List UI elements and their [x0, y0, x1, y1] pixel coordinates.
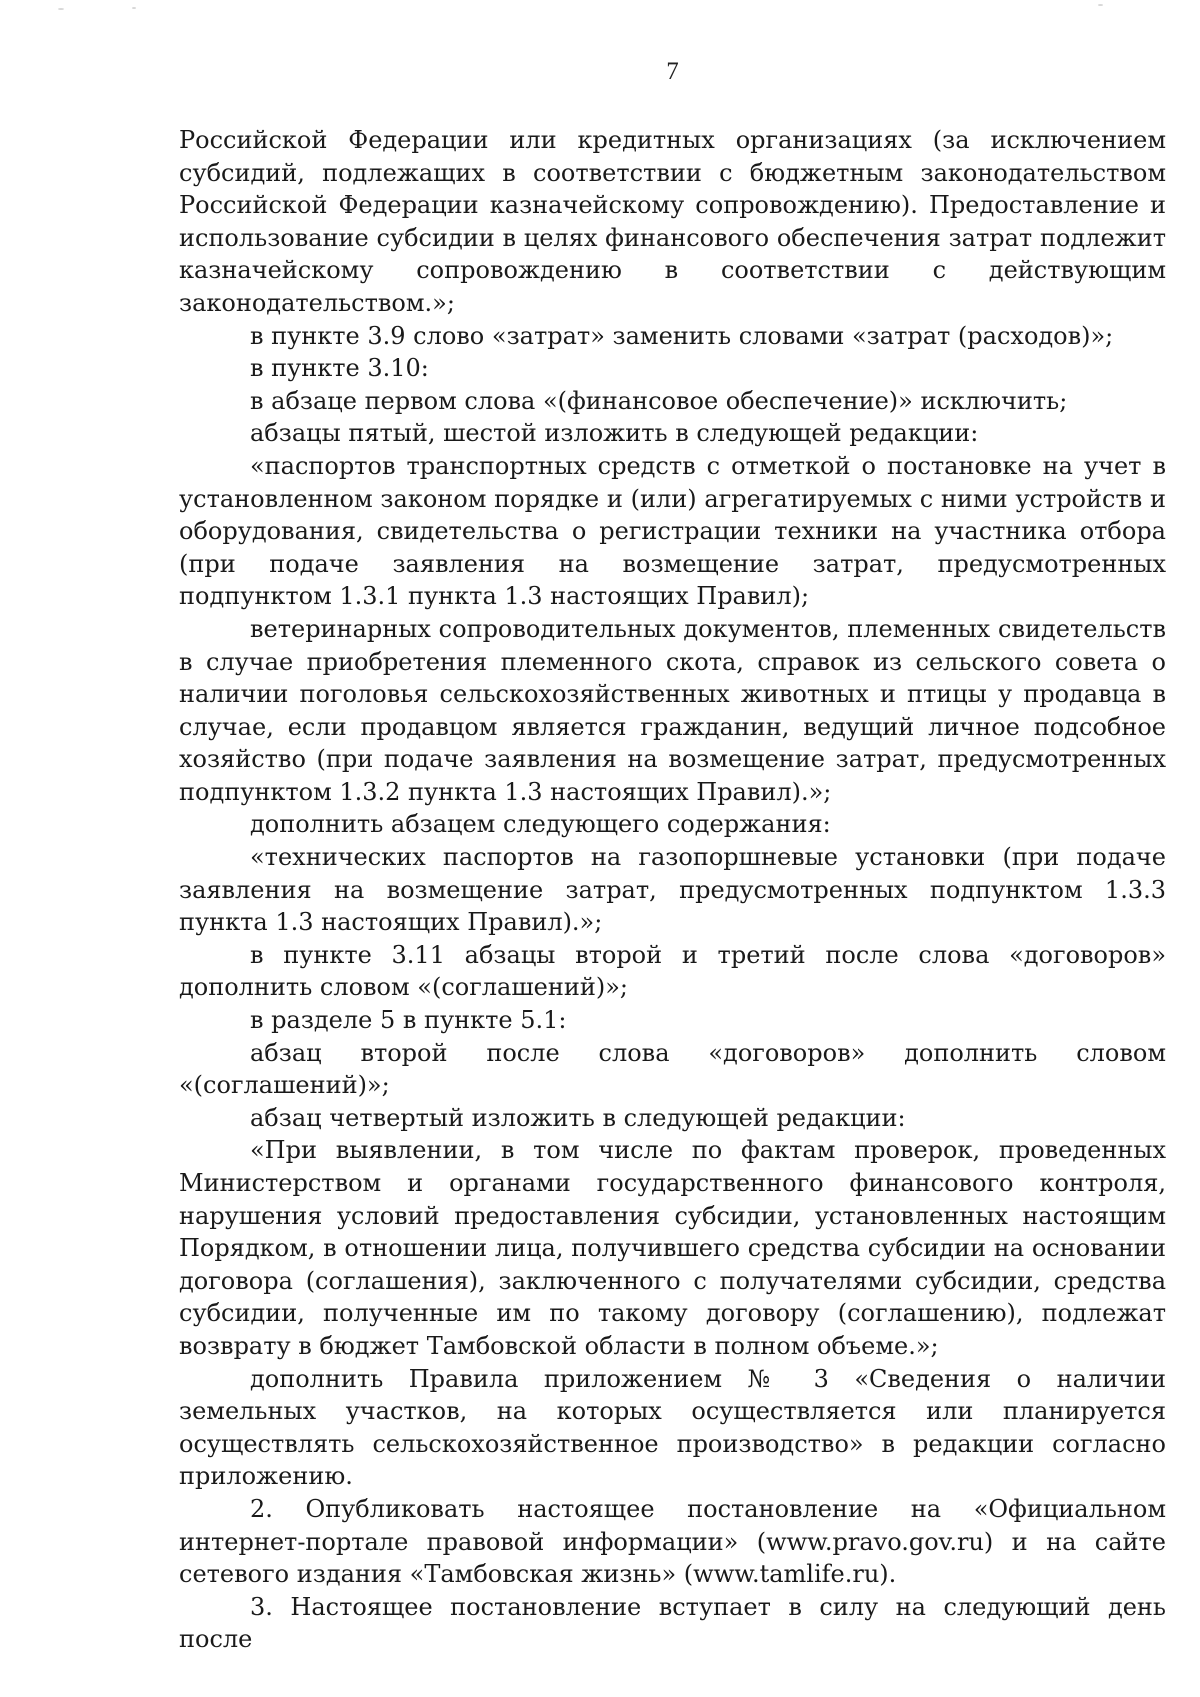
paragraph: дополнить абзацем следующего содержания: [250, 810, 831, 839]
paragraph: абзац второй после слова «договоров» дополнить словом «(соглашений)»; [179, 1038, 1166, 1100]
page-number: 7 [666, 58, 679, 85]
paragraph: «При выявлении, в том числе по фактам проверок, проведенных Министерством и органами государственного финансового контроля, нарушения условий предоставления субсидии, установленных настоящим Порядком, в отношении лица, получившего средства субсидии на основании договора (соглашения), заключенного с получателями субсидии, средства субсидии, полученные им по такому договору (соглашению), подлежат возврату в бюджет Тамбовской области в полном объеме.»; [179, 1136, 1166, 1360]
scan-speck [1098, 4, 1103, 6]
paragraph: в разделе 5 в пункте 5.1: [250, 1006, 567, 1035]
document-body [179, 124, 1166, 1656]
paragraph: абзацы пятый, шестой изложить в следующей редакции: [250, 419, 979, 448]
scan-speck [58, 8, 64, 10]
paragraph: абзац четвертый изложить в следующей редакции: [250, 1103, 906, 1132]
paragraph: в пункте 3.11 абзацы второй и третий после слова «договоров» дополнить словом «(соглашений)»; [179, 940, 1166, 1002]
paragraph: в пункте 3.10: [250, 354, 429, 383]
paragraph: ветеринарных сопроводительных документов, племенных свидетельств в случае приобретения племенного скота, справок из сельского совета о наличии поголовья сельскохозяйственных животных и птицы у продавца в случае, если продавцом является гражданин, ведущий личное подсобное хозяйство (при подаче заявления на возмещение затрат, предусмотренных подпунктом 1.3.2 пункта 1.3 настоящих Правил).»; [179, 614, 1166, 806]
paragraph: дополнить Правила приложением № 3 «Сведения о наличии земельных участков, на которых осуществляется или планируется осуществлять сельскохозяйственное производство» в редакции согласно приложению. [179, 1364, 1166, 1491]
paragraph: «технических паспортов на газопоршневые установки (при подаче заявления на возмещение затрат, предусмотренных подпунктом 1.3.3 пункта 1.3 настоящих Правил).»; [179, 843, 1166, 937]
paragraph: в абзаце первом слова «(финансовое обеспечение)» исключить; [250, 386, 1068, 415]
paragraph: «паспортов транспортных средств с отметкой о постановке на учет в установленном законом порядке и (или) агрегатируемых с ними устройств и оборудования, свидетельства о регистрации техники на участника отбора (при подаче заявления на возмещение затрат, предусмотренных подпунктом 1.3.1 пункта 1.3 настоящих Правил); [179, 451, 1166, 611]
paragraph: в пункте 3.9 слово «затрат» заменить словами «затрат (расходов)»; [250, 321, 1114, 350]
paragraph: Российской Федерации или кредитных организациях (за исключением субсидий, подлежащих в соответствии с бюджетным законодательством Российской Федерации казначейскому сопровождению). Предоставление и использование субсидии в целях финансового обеспечения затрат подлежит казначейскому сопровождению в соответствии с действующим законодательством.»; [179, 126, 1166, 317]
scan-speck [132, 7, 136, 9]
paragraph: 2. Опубликовать настоящее постановление на «Официальном интернет-портале правовой информации» (www.pravo.gov.ru) и на сайте сетевого издания «Тамбовская жизнь» (www.tamlife.ru). [179, 1494, 1166, 1589]
paragraph: 3. Настоящее постановление вступает в силу на следующий день после [179, 1592, 1166, 1654]
